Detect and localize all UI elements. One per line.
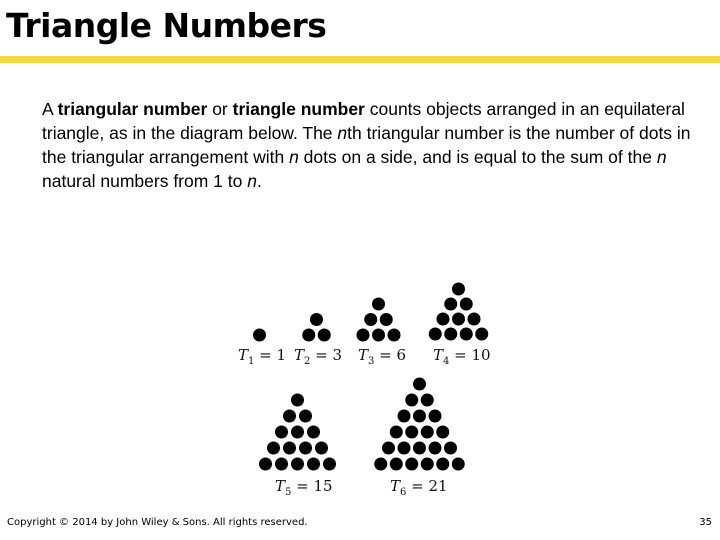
triangle-dot-t3 [372, 329, 385, 342]
triangle-dot-t6 [390, 426, 403, 439]
triangle-label-t6: $T_6 = 21$ [390, 477, 448, 498]
triangle-label-t3: $T_3 = 6$ [358, 346, 407, 367]
triangle-label-t2: $T_2 = 3$ [294, 346, 343, 367]
triangle-dot-t6 [374, 458, 387, 471]
triangle-dot-t5 [307, 426, 320, 439]
slide-title: Triangle Numbers [6, 6, 327, 45]
triangle-dot-t6 [390, 458, 403, 471]
triangle-dot-t5 [291, 458, 304, 471]
triangle-dot-t5 [283, 410, 296, 423]
triangle-dot-t5 [275, 426, 288, 439]
triangle-label-t1: $T_1 = 1$ [238, 346, 287, 367]
triangle-dot-t6 [444, 442, 457, 455]
triangle-dot-t6 [398, 410, 411, 423]
triangle-dot-t5 [299, 442, 312, 455]
triangle-dot-t5 [275, 458, 288, 471]
triangle-dot-t3 [372, 298, 385, 311]
triangle-label-t4: $T_4 = 10$ [433, 346, 491, 367]
triangle-dot-t2 [310, 313, 323, 326]
triangle-dot-t4 [444, 328, 457, 341]
triangle-dot-t4 [460, 328, 473, 341]
triangle-dot-t4 [460, 298, 473, 311]
triangle-dot-t6 [405, 458, 418, 471]
triangle-dot-t5 [323, 458, 336, 471]
text-run: th triangular number is the number of dots in the triangular arrangement with [42, 123, 691, 167]
triangle-dot-t2 [318, 329, 331, 342]
triangle-dot-t6 [436, 426, 449, 439]
triangle-dot-t3 [388, 329, 401, 342]
triangle-dot-t6 [405, 394, 418, 407]
triangle-dot-t5 [291, 426, 304, 439]
triangle-dot-t3 [357, 329, 370, 342]
triangle-dot-t6 [429, 442, 442, 455]
triangle-dot-t3 [380, 313, 393, 326]
triangle-dot-t6 [421, 394, 434, 407]
triangle-dot-t5 [307, 458, 320, 471]
text-run: dots on a side, and is equal to the sum of the [298, 147, 657, 167]
triangle-dot-t6 [413, 442, 426, 455]
triangle-dot-t6 [452, 458, 465, 471]
triangle-dot-t6 [413, 410, 426, 423]
italic-variable: n [656, 147, 667, 167]
triangle-dot-t1 [253, 329, 266, 342]
page-number: 35 [699, 517, 712, 528]
triangle-dot-t5 [315, 442, 328, 455]
triangle-dot-t5 [291, 394, 304, 407]
triangle-dot-t6 [429, 410, 442, 423]
triangle-dot-t5 [267, 442, 280, 455]
triangle-dot-t5 [283, 442, 296, 455]
triangle-dot-t4 [468, 313, 481, 326]
italic-variable: n [337, 123, 348, 143]
footer-copyright: Copyright © 2014 by John Wiley & Sons. All rights reserved. [7, 517, 308, 528]
triangle-dot-t6 [413, 378, 426, 391]
triangle-dot-t6 [421, 426, 434, 439]
italic-variable: n [247, 171, 257, 191]
text-run: counts objects arranged in an equilateral triangle, as in the diagram below. The [42, 99, 685, 143]
triangle-dot-t4 [452, 283, 465, 296]
triangle-dot-t6 [398, 442, 411, 455]
italic-variable: n [289, 147, 299, 167]
triangle-label-t5: $T_5 = 15$ [275, 477, 333, 498]
triangle-dot-t5 [259, 458, 272, 471]
triangle-dot-t6 [421, 458, 434, 471]
bold-term-triangle-number: triangle number [232, 99, 365, 119]
text-run: . [256, 171, 262, 191]
triangle-dot-t4 [452, 313, 465, 326]
text-run: A [42, 99, 58, 119]
triangle-dot-t4 [475, 328, 488, 341]
triangle-dot-t4 [437, 313, 450, 326]
triangle-dot-t6 [382, 442, 395, 455]
triangle-dot-t4 [444, 298, 457, 311]
triangle-dot-t4 [429, 328, 442, 341]
text-run: or [207, 99, 233, 119]
triangle-dot-t5 [299, 410, 312, 423]
triangle-dot-t6 [436, 458, 449, 471]
triangle-dot-t3 [364, 313, 377, 326]
triangle-dot-t2 [302, 329, 315, 342]
bold-term-triangular-number: triangular number [57, 99, 208, 119]
triangle-dot-t6 [405, 426, 418, 439]
text-run: natural numbers from 1 to [42, 171, 248, 191]
